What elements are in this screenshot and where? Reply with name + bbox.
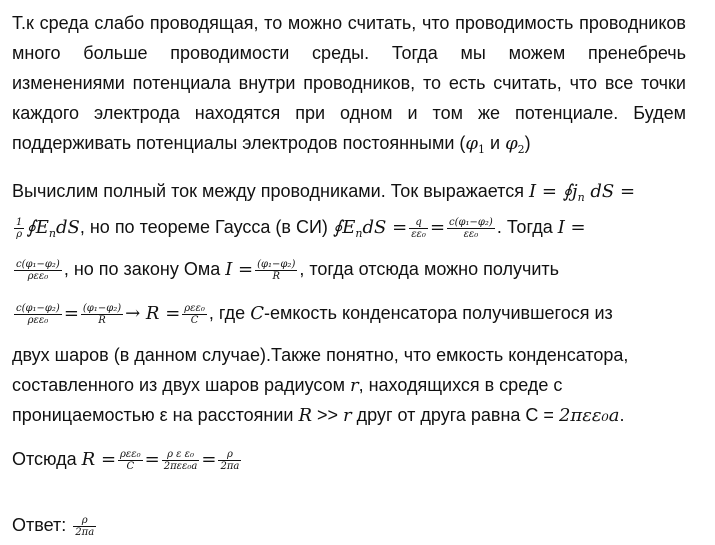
E-1-sub: n bbox=[48, 227, 56, 240]
answer-frac: $\frac{\rho}{2\pi a}$ bbox=[75, 514, 95, 538]
p3-frac2: $\frac{\text{ρ ε ε₀}}{\text{2πεε₀a}}$ bbox=[163, 448, 198, 472]
p2-l6-a: составленного из двух шаров радиусом bbox=[12, 375, 350, 395]
paragraph2-line6 bbox=[12, 370, 686, 400]
p2-l1-ds: dS = bbox=[584, 181, 636, 202]
dS-1: dS bbox=[56, 217, 80, 238]
I-eq: I = bbox=[557, 217, 586, 238]
frac-ohm: $\frac{\text{(φ₁−φ₂)}}{R}$ bbox=[257, 258, 296, 282]
p2-l7-b: >> bbox=[312, 405, 344, 425]
E-2-sub: n bbox=[355, 227, 363, 240]
p2-l7-c: друг от друга равна C = bbox=[351, 405, 559, 425]
I-ohm: I = bbox=[225, 259, 254, 280]
answer-line bbox=[12, 510, 686, 540]
p2-l7-end: . bbox=[619, 405, 625, 425]
paragraph1-line2: много больше проводимости среды. Тогда мы можем пренебречь bbox=[12, 43, 686, 63]
p2-l3-text: , но по закону Ома bbox=[63, 259, 226, 279]
p3-eq2: = bbox=[201, 449, 217, 470]
p2-l2-text: , но по теореме Гаусса (в СИ) bbox=[79, 217, 333, 237]
paragraph1-line3: изменениями потенциала внутри проводников, то есть считать, что все точки bbox=[12, 73, 686, 93]
p2-l1-text: Вычислим полный ток между проводниками. Ток выражается bbox=[12, 181, 529, 201]
paragraph1-line1: Т.к среда слабо проводящая, то можно считать, что проводимость проводников bbox=[12, 13, 686, 33]
p3-frac1: $\frac{\text{ρεε₀}}{C}$ bbox=[120, 448, 141, 472]
frac-l4-3: $\frac{\text{ρεε₀}}{C}$ bbox=[184, 302, 205, 326]
frac-current: $\frac{\text{c(φ₁−φ₂)}}{\text{ρεε₀}}$ bbox=[16, 258, 60, 282]
p2-l4-tail: -емкость конденсатора получившегося из bbox=[263, 303, 613, 323]
p2-l2-tail: . Тогда bbox=[496, 217, 558, 237]
paragraph1-line5 bbox=[12, 128, 686, 158]
p2-l7-a: проницаемостью ε на расстоянии bbox=[12, 405, 299, 425]
and-word: и bbox=[485, 133, 506, 153]
capacity-eq: 2πεε₀a bbox=[558, 405, 620, 426]
phi2: φ bbox=[505, 133, 518, 154]
line5-text: поддерживать потенциалы электродов постоянными ( bbox=[12, 133, 466, 153]
phi2-sub: 2 bbox=[517, 143, 525, 156]
dS-2: dS = bbox=[362, 217, 408, 238]
p3-R: R = bbox=[81, 449, 117, 470]
p2-l3-tail: , тогда отсюда можно получить bbox=[299, 259, 560, 279]
p2-l1-jsub: n bbox=[577, 191, 585, 204]
p2-l6-b: , находящихся в среде с bbox=[358, 375, 563, 395]
paragraph2-line5: двух шаров (в данном случае).Также понятно, что емкость конденсатора, bbox=[12, 345, 629, 365]
frac-q: $\frac{q}{\text{εε₀}}$ bbox=[411, 216, 426, 240]
oint-1: ∮ bbox=[26, 217, 36, 238]
C-var: C bbox=[250, 303, 264, 324]
paragraph2-line7 bbox=[12, 400, 686, 430]
paragraph2-line2 bbox=[12, 212, 686, 242]
paragraph2-line4 bbox=[12, 298, 686, 328]
p2-l4-text: , где bbox=[208, 303, 251, 323]
paragraph2-line3 bbox=[12, 254, 686, 284]
oint-2: ∮ bbox=[332, 217, 343, 238]
frac-c-phi: $\frac{\text{c(φ₁−φ₂)}}{\text{εε₀}}$ bbox=[449, 216, 493, 240]
r-var: r bbox=[349, 375, 359, 396]
arrow-R: → R = bbox=[125, 303, 181, 324]
paragraph3-line bbox=[12, 444, 686, 474]
p3-text: Отсюда bbox=[12, 449, 82, 469]
eq-l4: = bbox=[63, 303, 79, 324]
phi1-sub: 1 bbox=[478, 143, 485, 156]
p3-frac3: $\frac{\rho}{2\pi a}$ bbox=[220, 448, 240, 472]
E-2: E bbox=[342, 217, 356, 238]
close-paren: ) bbox=[524, 133, 531, 153]
eq-sign: = bbox=[429, 217, 446, 238]
paragraph1-line4: каждого электрода находятся при одном и том же потенциале. Будем bbox=[12, 103, 686, 123]
R-var: R bbox=[298, 405, 313, 426]
frac-l4-2: $\frac{\text{(φ₁−φ₂)}}{R}$ bbox=[82, 302, 122, 326]
p2-l1-j: j bbox=[572, 181, 578, 202]
phi1: φ bbox=[465, 133, 478, 154]
frac-l4-1: $\frac{\text{c(φ₁−φ₂)}}{\text{ρεε₀}}$ bbox=[16, 302, 60, 326]
p2-l1-eq: I = ∮ bbox=[528, 181, 572, 202]
p3-eq1: = bbox=[144, 449, 160, 470]
frac-1-rho: $\frac{1}{\rho}$ bbox=[16, 216, 23, 240]
answer-label: Ответ: bbox=[12, 515, 72, 535]
E-1: E bbox=[35, 217, 49, 238]
paragraph2-line1 bbox=[12, 176, 686, 206]
r-var-2: r bbox=[343, 405, 352, 426]
